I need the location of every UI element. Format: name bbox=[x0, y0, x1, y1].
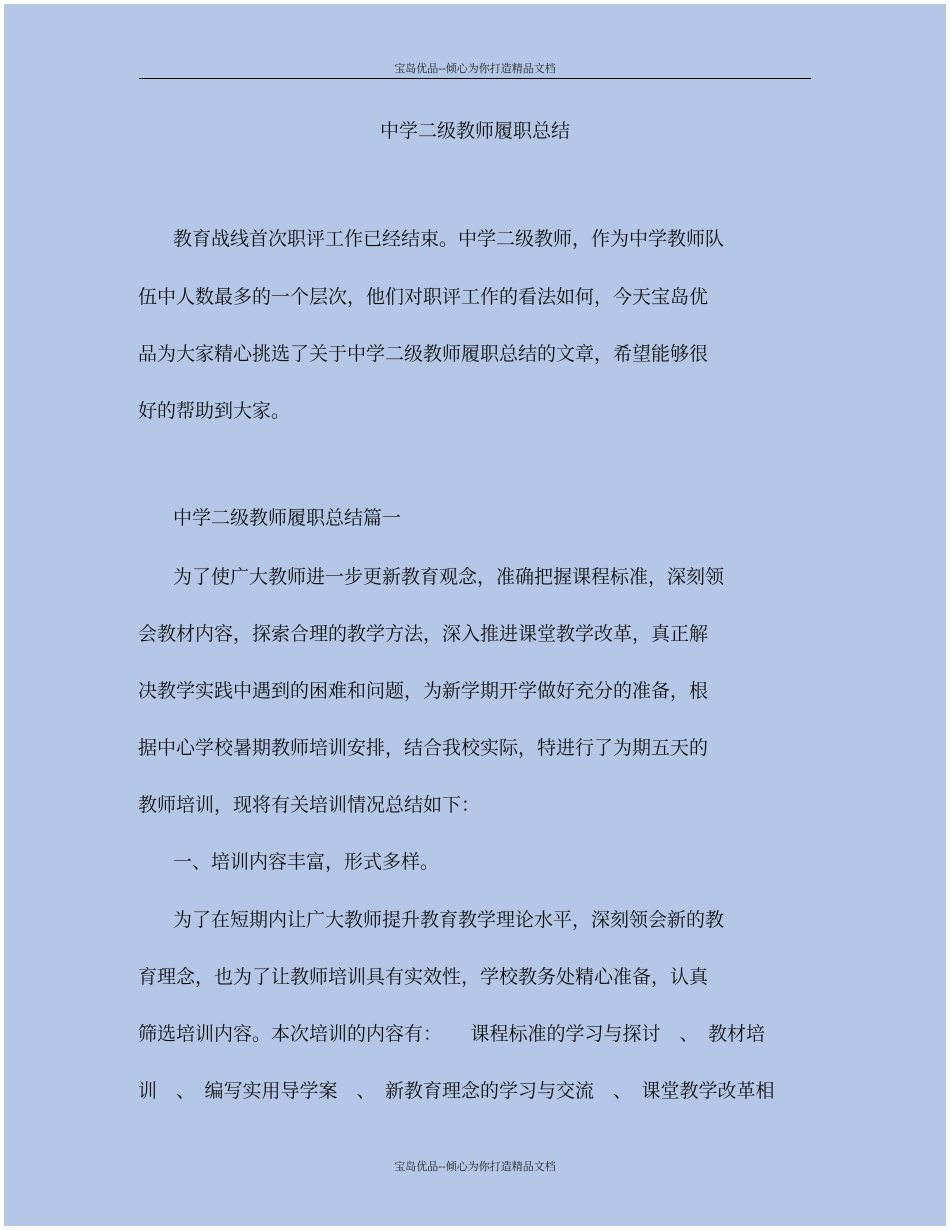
paragraph-line: 教师培训，现将有关培训情况总结如下： bbox=[138, 794, 481, 816]
paragraph-line: 品为大家精心挑选了关于中学二级教师履职总结的文章，希望能够很 bbox=[138, 343, 709, 365]
document-title: 中学二级教师履职总结 bbox=[379, 120, 570, 142]
paragraph-line: 为了使广大教师进一步更新教育观念，准确把握课程标准，深刻领 bbox=[173, 566, 725, 588]
header-divider bbox=[139, 78, 811, 79]
paragraph-line: 筛选培训内容。本次培训的内容有： 课程标准的学习与探讨 、 教材培 bbox=[138, 1023, 766, 1045]
section-heading: 中学二级教师履职总结篇一 bbox=[173, 507, 402, 529]
document-page bbox=[4, 4, 946, 1226]
paragraph-line: 训 、 编写实用导学案 、 新教育理念的学习与交流 、 课堂教学改革相 bbox=[138, 1080, 775, 1102]
paragraph-line: 据中心学校暑期教师培训安排，结合我校实际，特进行了为期五天的 bbox=[138, 737, 709, 759]
paragraph-line: 好的帮助到大家。 bbox=[138, 400, 291, 422]
paragraph-line: 为了在短期内让广大教师提升教育教学理论水平，深刻领会新的教 bbox=[173, 909, 725, 931]
page-footer: 宝岛优品--倾心为你打造精品文档 bbox=[394, 1160, 556, 1173]
subsection-heading: 一、培训内容丰富，形式多样。 bbox=[173, 851, 440, 873]
paragraph-line: 教育战线首次职评工作已经结束。中学二级教师，作为中学教师队 bbox=[173, 228, 725, 250]
paragraph-line: 育理念，也为了让教师培训具有实效性，学校教务处精心准备，认真 bbox=[138, 966, 709, 988]
page-header: 宝岛优品--倾心为你打造精品文档 bbox=[394, 62, 556, 75]
paragraph-line: 决教学实践中遇到的困难和问题，为新学期开学做好充分的准备，根 bbox=[138, 680, 709, 702]
paragraph-line: 伍中人数最多的一个层次，他们对职评工作的看法如何，今天宝岛优 bbox=[138, 286, 709, 308]
paragraph-line: 会教材内容，探索合理的教学方法，深入推进课堂教学改革，真正解 bbox=[138, 623, 709, 645]
